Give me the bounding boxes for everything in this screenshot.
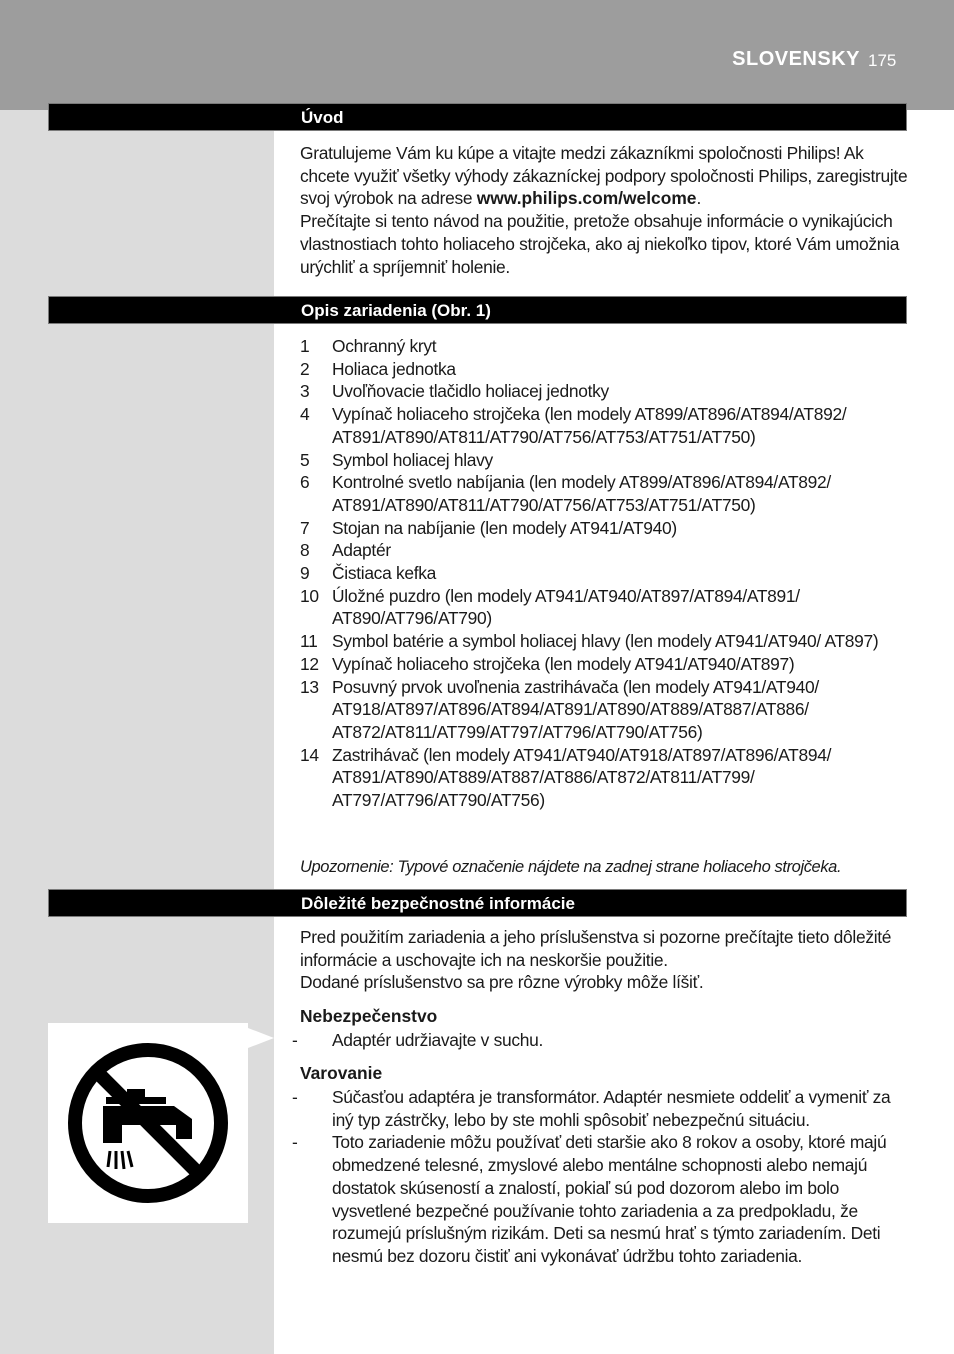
list-item <box>300 380 920 403</box>
callout-pointer <box>248 1028 274 1048</box>
item-number: 7 <box>300 517 310 538</box>
item-text: Symbol holiacej hlavy <box>332 449 493 470</box>
list-item <box>292 1086 910 1131</box>
item-text: Holiaca jednotka <box>332 358 456 379</box>
list-item <box>300 335 920 358</box>
section-bar-safety <box>48 889 907 917</box>
item-number: 2 <box>300 358 310 379</box>
warning-heading: Varovanie <box>300 1063 383 1083</box>
item-text: Stojan na nabíjanie (len modely AT941/AT940) <box>332 517 677 538</box>
intro-paragraph-1 <box>300 142 910 210</box>
item-number: 5 <box>300 449 310 470</box>
item-number: 3 <box>300 381 310 402</box>
section-bar-description <box>48 296 907 324</box>
list-item <box>300 358 920 381</box>
no-water-tap-icon <box>48 1023 248 1223</box>
item-number: 4 <box>300 404 310 425</box>
safety-intro-paragraph-2: Dodané príslušenstvo sa pre rôzne výrobky môže líšiť. <box>300 972 704 993</box>
intro-text <box>300 142 910 278</box>
section-title-safety: Dôležité bezpečnostné informácie <box>301 894 575 913</box>
item-number: 14 <box>300 744 319 765</box>
philips-welcome-link[interactable]: www.philips.com/welcome <box>476 188 697 209</box>
item-text: Čistiaca kefka <box>332 563 437 584</box>
item-text: Vypínač holiaceho strojčeka (len modely AT899/AT896/AT894/AT892/ AT891/AT890/AT811/AT790/AT756/AT753/AT751/AT750) <box>332 404 847 447</box>
item-number: 12 <box>300 653 319 674</box>
section-title-description: Opis zariadenia (Obr. 1) <box>301 301 491 320</box>
list-item <box>300 744 920 812</box>
intro-text-before-link: Gratulujeme Vám ku kúpe a vitajte medzi zákazníkmi spoločnosti Philips! Ak chcete využiť všetky výhody zákazníckej podpory spoločnosti Philips, zaregistrujte svoj výrobok na adrese <box>300 143 908 209</box>
item-text: Vypínač holiaceho strojčeka (len modely AT941/AT940/AT897) <box>332 653 795 674</box>
dash-marker: - <box>292 1132 298 1153</box>
item-number: 1 <box>300 336 310 356</box>
warning-list <box>292 1086 910 1268</box>
model-note: Upozornenie: Typové označenie nájdete na zadnej strane holiaceho strojčeka. <box>300 858 842 876</box>
item-number: 6 <box>300 472 310 493</box>
section-title-intro: Úvod <box>301 108 344 127</box>
item-text: Uvoľňovacie tlačidlo holiacej jednotky <box>332 381 609 402</box>
item-text: Kontrolné svetlo nabíjania (len modely AT899/AT896/AT894/AT892/ AT891/AT890/AT811/AT790/AT756/AT753/AT751/AT750) <box>332 472 831 515</box>
item-text: Súčasťou adaptéra je transformátor. Adaptér nesmiete oddeliť a vymeniť za iný typ zástrčky, lebo by ste mohli spôsobiť nebezpečnú situáciu. <box>332 1087 891 1130</box>
list-item <box>300 539 920 562</box>
item-text: Ochranný kryt <box>332 336 437 356</box>
item-text: Adaptér <box>332 540 391 561</box>
item-number: 8 <box>300 540 310 561</box>
list-item <box>292 1029 910 1052</box>
page-number: 175 <box>868 51 897 70</box>
danger-heading: Nebezpečenstvo <box>300 1006 438 1026</box>
intro-paragraph-2: Prečítajte si tento návod na použitie, pretože obsahuje informácie o vynikajúcich vlastnostiach tohto holiaceho strojčeka, ako aj niekoľko tipov, ktoré Vám umožnia urýchliť a spríjemniť holenie. <box>300 211 900 277</box>
section-bar-intro <box>48 103 907 131</box>
item-text: Úložné puzdro (len modely AT941/AT940/AT897/AT894/AT891/ AT890/AT796/AT790) <box>332 585 800 629</box>
dash-marker: - <box>292 1030 298 1050</box>
list-item <box>300 471 920 516</box>
list-item <box>300 449 920 472</box>
list-item <box>300 653 920 676</box>
language-label: SLOVENSKY <box>732 48 860 70</box>
list-item <box>300 676 920 744</box>
list-item <box>300 630 920 653</box>
parts-list <box>300 335 920 812</box>
danger-list <box>292 1029 910 1052</box>
item-text: Posuvný prvok uvoľnenia zastrihávača (len modely AT941/AT940/ AT918/AT897/AT896/AT894/AT891/AT890/AT889/AT887/AT886/ AT872/AT811/AT799/AT797/AT796/AT790/AT756) <box>332 676 819 742</box>
item-text: Toto zariadenie môžu používať deti staršie ako 8 rokov a osoby, ktoré majú obmedzené telesné, zmyslové alebo mentálne schopnosti alebo nemajú dostatok skúseností a znalostí, pokiaľ sú pod dozorom alebo im bolo vysvetlené bezpečné používanie tohto zariadenia a za predpokladu, že rozumejú príslušným rizikám. Deti sa nesmú hrať s týmto zariadením. Deti nesmú bez dozoru čistiť ani vykonávať údržbu tohto zariadenia. <box>332 1132 887 1266</box>
no-water-tap-icon-graphic <box>48 1023 248 1223</box>
item-number: 13 <box>300 676 319 697</box>
safety-intro-paragraph: Pred použitím zariadenia a jeho príslušenstva si pozorne prečítajte tieto dôležité informácie a uschovajte ich na neskoršie použitie. <box>300 927 892 970</box>
list-item <box>300 562 920 585</box>
safety-intro <box>300 926 910 994</box>
intro-text-after-link: . <box>696 188 701 209</box>
list-item <box>300 517 920 540</box>
item-text: Adaptér udržiavajte v suchu. <box>332 1030 544 1050</box>
list-item <box>300 585 920 630</box>
dash-marker: - <box>292 1087 298 1107</box>
list-item <box>292 1131 910 1267</box>
item-text: Zastrihávač (len modely AT941/AT940/AT918/AT897/AT896/AT894/ AT891/AT890/AT889/AT887/AT886/AT872/AT811/AT799/ AT797/AT796/AT790/AT756) <box>332 744 832 811</box>
item-number: 11 <box>300 631 318 652</box>
list-item <box>300 403 920 448</box>
item-text: Symbol batérie a symbol holiacej hlavy (len modely AT941/AT940/ AT897) <box>332 631 879 652</box>
item-number: 10 <box>300 585 319 606</box>
item-number: 9 <box>300 563 310 584</box>
